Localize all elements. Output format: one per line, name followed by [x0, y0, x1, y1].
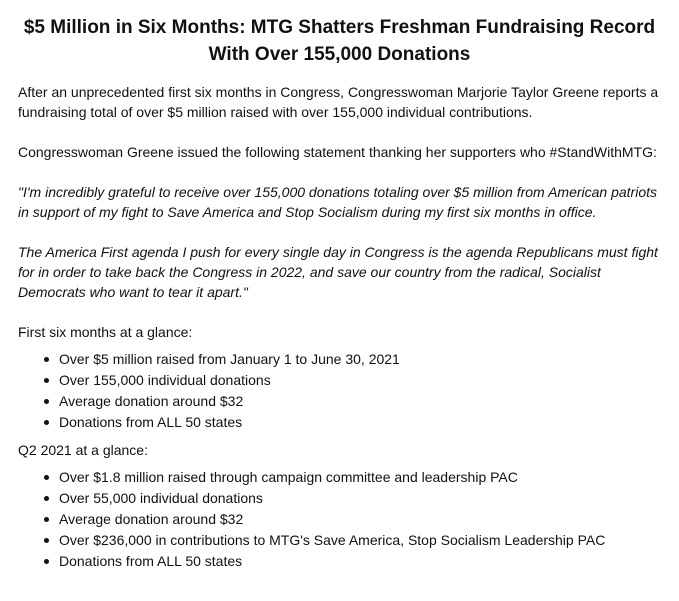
statement-intro-paragraph: Congresswoman Greene issued the following statement thanking her supporters who #StandWithMTG: — [18, 144, 657, 160]
bullet-icon — [44, 559, 49, 564]
list-item — [40, 349, 661, 370]
list-item — [40, 370, 661, 391]
list-item-text: Over $236,000 in contributions to MTG's Save America, Stop Socialism Leadership PAC — [59, 532, 606, 548]
bullet-icon — [44, 538, 49, 543]
list-item — [40, 391, 661, 412]
list-item-text: Average donation around $32 — [59, 511, 244, 527]
quote-paragraph-1: "I'm incredibly grateful to receive over 155,000 donations totaling over $5 million from American patriots in support of my fight to Save America and Stop Socialism during my first six months in office. — [18, 184, 657, 220]
list-item-text: Donations from ALL 50 states — [59, 414, 243, 430]
list-item-text: Donations from ALL 50 states — [59, 553, 243, 569]
first-six-months-list — [18, 349, 661, 433]
quote-paragraph-2: The America First agenda I push for every single day in Congress is the agenda Republicans must fight for in order to take back the Congress in 2022, and save our country from the radical, Socialist Democrats who want to tear it apart." — [18, 244, 658, 300]
list-item-text: Over $5 million raised from January 1 to June 30, 2021 — [59, 351, 400, 367]
section-heading-first-six-months: First six months at a glance: — [18, 324, 193, 340]
bullet-icon — [44, 357, 49, 362]
list-item-text: Average donation around $32 — [59, 393, 244, 409]
list-item — [40, 467, 661, 488]
bullet-icon — [44, 475, 49, 480]
bullet-icon — [44, 399, 49, 404]
list-item-text: Over 155,000 individual donations — [59, 372, 271, 388]
q2-2021-list — [18, 467, 661, 572]
document-title: $5 Million in Six Months: MTG Shatters Freshman Fundraising Record With Over 155,000 Donations — [23, 17, 656, 65]
list-item — [40, 412, 661, 433]
list-item — [40, 551, 661, 572]
bullet-icon — [44, 420, 49, 425]
list-item-text: Over 55,000 individual donations — [59, 490, 263, 506]
bullet-icon — [44, 496, 49, 501]
bullet-icon — [44, 517, 49, 522]
list-item — [40, 509, 661, 530]
bullet-icon — [44, 378, 49, 383]
list-item — [40, 488, 661, 509]
section-heading-q2-2021: Q2 2021 at a glance: — [18, 442, 148, 458]
list-item-text: Over $1.8 million raised through campaign committee and leadership PAC — [59, 469, 518, 485]
list-item — [40, 530, 661, 551]
intro-paragraph: After an unprecedented first six months in Congress, Congresswoman Marjorie Taylor Greene reports a fundraising total of over $5 million raised with over 155,000 individual contributions. — [18, 84, 659, 120]
